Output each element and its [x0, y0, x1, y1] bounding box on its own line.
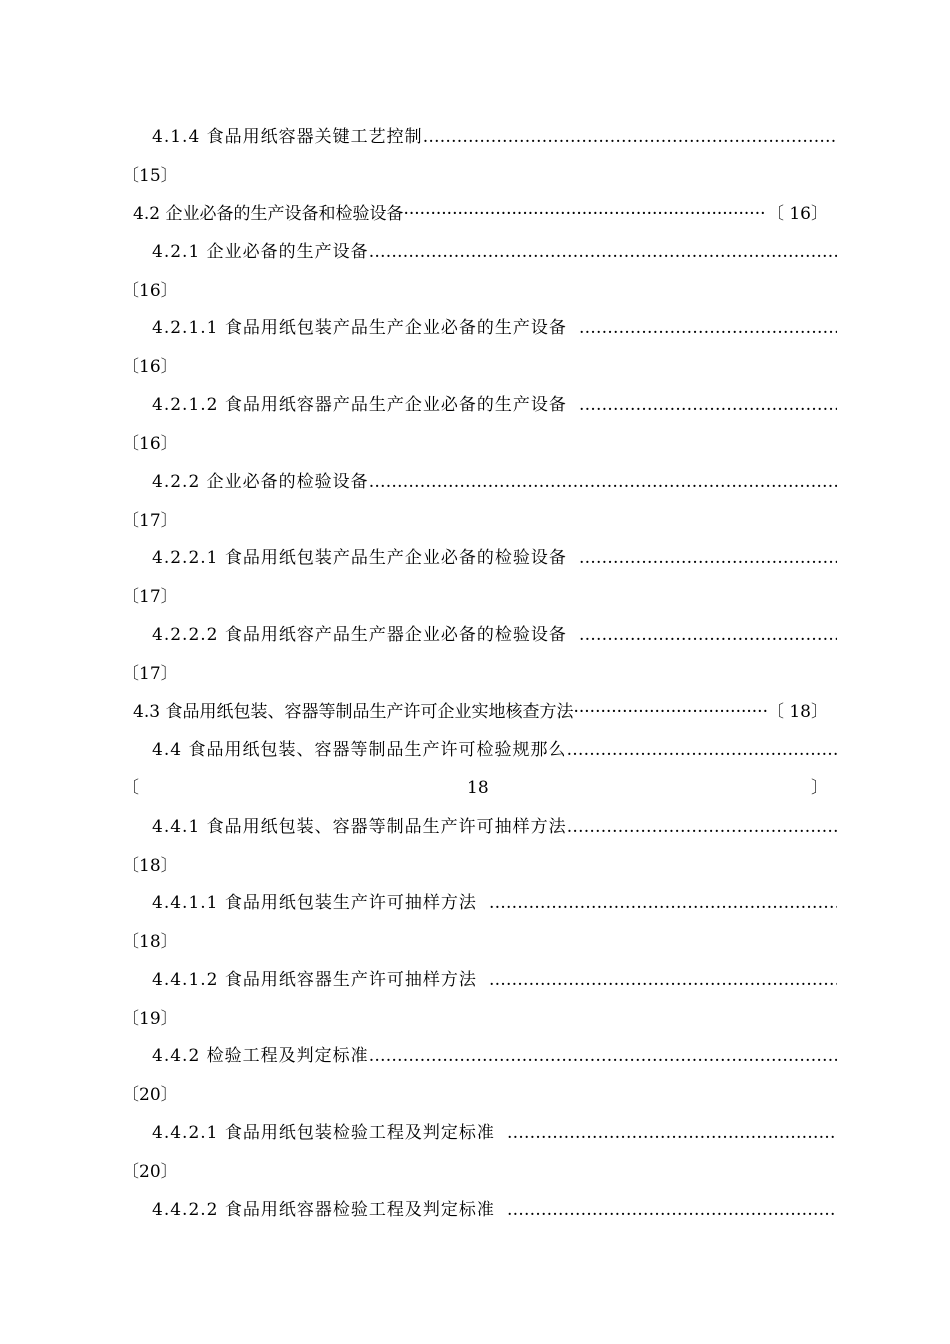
toc-leader-dots — [403, 204, 767, 224]
toc-entry-4-4-2-1[interactable] — [152, 1123, 837, 1143]
toc-leader-dots — [369, 472, 837, 492]
toc-page-number — [122, 778, 828, 798]
toc-page-number: 〔18〕 — [122, 932, 178, 952]
toc-entry-title: 4.4.1.1 食品用纸包装生产许可抽样方法 — [152, 893, 477, 913]
toc-page-number: 〔 16〕 — [766, 204, 828, 224]
toc-entry-4-4[interactable] — [152, 740, 837, 760]
page-bracket-close: 〕 — [811, 778, 828, 798]
toc-page-number: 〔16〕 — [122, 434, 178, 454]
toc-leader-dots — [489, 893, 837, 913]
toc-entry-title: 4.2.2.1 食品用纸包装产品生产企业必备的检验设备 — [152, 548, 567, 568]
toc-leader-dots — [579, 548, 837, 568]
toc-leader-dots — [567, 817, 837, 837]
toc-entry-4-4-2-2[interactable] — [152, 1200, 837, 1220]
toc-entry-title: 4.2.2.2 食品用纸容产品生产器企业必备的检验设备 — [152, 625, 567, 645]
toc-page-number: 〔17〕 — [122, 511, 178, 531]
toc-page-number: 〔19〕 — [122, 1009, 178, 1029]
toc-entry-4-2[interactable] — [133, 204, 828, 224]
toc-leader-dots — [579, 318, 837, 338]
toc-page-number: 〔16〕 — [122, 357, 178, 377]
toc-entry-title: 4.4 食品用纸包装、容器等制品生产许可检验规那么 — [152, 740, 567, 760]
toc-entry-4-2-1-2[interactable] — [152, 395, 837, 415]
toc-entry-title: 4.2.1 企业必备的生产设备 — [152, 242, 369, 262]
toc-entry-title: 4.1.4 食品用纸容器关键工艺控制 — [152, 127, 423, 147]
toc-leader-dots — [507, 1123, 837, 1143]
toc-leader-dots — [369, 242, 837, 262]
toc-page-number: 〔20〕 — [122, 1162, 178, 1182]
toc-leader-dots — [579, 625, 837, 645]
toc-entry-4-2-2-1[interactable] — [152, 548, 837, 568]
toc-page-number: 〔 18〕 — [766, 702, 828, 722]
toc-entry-title: 4.4.1.2 食品用纸容器生产许可抽样方法 — [152, 970, 477, 990]
toc-page-number: 〔18〕 — [122, 856, 178, 876]
toc-entry-title: 4.4.2.2 食品用纸容器检验工程及判定标准 — [152, 1200, 495, 1220]
page-number-value: 18 — [467, 778, 489, 798]
toc-entry-title: 4.2 企业必备的生产设备和检验设备 — [133, 204, 404, 224]
toc-page-number: 〔16〕 — [122, 281, 178, 301]
toc-leader-dots — [566, 740, 837, 760]
toc-leader-dots — [489, 970, 837, 990]
toc-leader-dots — [573, 702, 767, 722]
toc-entry-4-4-1[interactable] — [152, 817, 837, 837]
toc-entry-title: 4.4.1 食品用纸包装、容器等制品生产许可抽样方法 — [152, 817, 567, 837]
toc-entry-4-2-1[interactable] — [152, 242, 837, 262]
toc-entry-4-4-2[interactable] — [152, 1046, 837, 1066]
page-bracket-open: 〔 — [122, 778, 139, 798]
toc-entry-4-4-1-1[interactable] — [152, 893, 837, 913]
toc-page-number: 〔15〕 — [122, 166, 178, 186]
toc-entry-4-3[interactable] — [133, 702, 828, 722]
toc-entry-title: 4.4.2 检验工程及判定标准 — [152, 1046, 369, 1066]
toc-page-number: 〔17〕 — [122, 664, 178, 684]
toc-entry-title: 4.4.2.1 食品用纸包装检验工程及判定标准 — [152, 1123, 495, 1143]
toc-entry-title: 4.2.1.2 食品用纸容器产品生产企业必备的生产设备 — [152, 395, 567, 415]
toc-entry-4-2-2-2[interactable] — [152, 625, 837, 645]
toc-entry-4-1-4[interactable] — [152, 127, 837, 147]
toc-page-number: 〔20〕 — [122, 1085, 178, 1105]
toc-entry-title: 4.2.1.1 食品用纸包装产品生产企业必备的生产设备 — [152, 318, 567, 338]
toc-entry-4-4-1-2[interactable] — [152, 970, 837, 990]
toc-leader-dots — [579, 395, 837, 415]
toc-entry-4-2-2[interactable] — [152, 472, 837, 492]
toc-page-number: 〔17〕 — [122, 587, 178, 607]
toc-leader-dots — [507, 1200, 837, 1220]
toc-entry-title: 4.3 食品用纸包装、容器等制品生产许可企业实地核查方法 — [133, 702, 574, 722]
toc-leader-dots — [423, 127, 837, 147]
toc-entry-title: 4.2.2 企业必备的检验设备 — [152, 472, 369, 492]
toc-leader-dots — [369, 1046, 837, 1066]
toc-entry-4-2-1-1[interactable] — [152, 318, 837, 338]
